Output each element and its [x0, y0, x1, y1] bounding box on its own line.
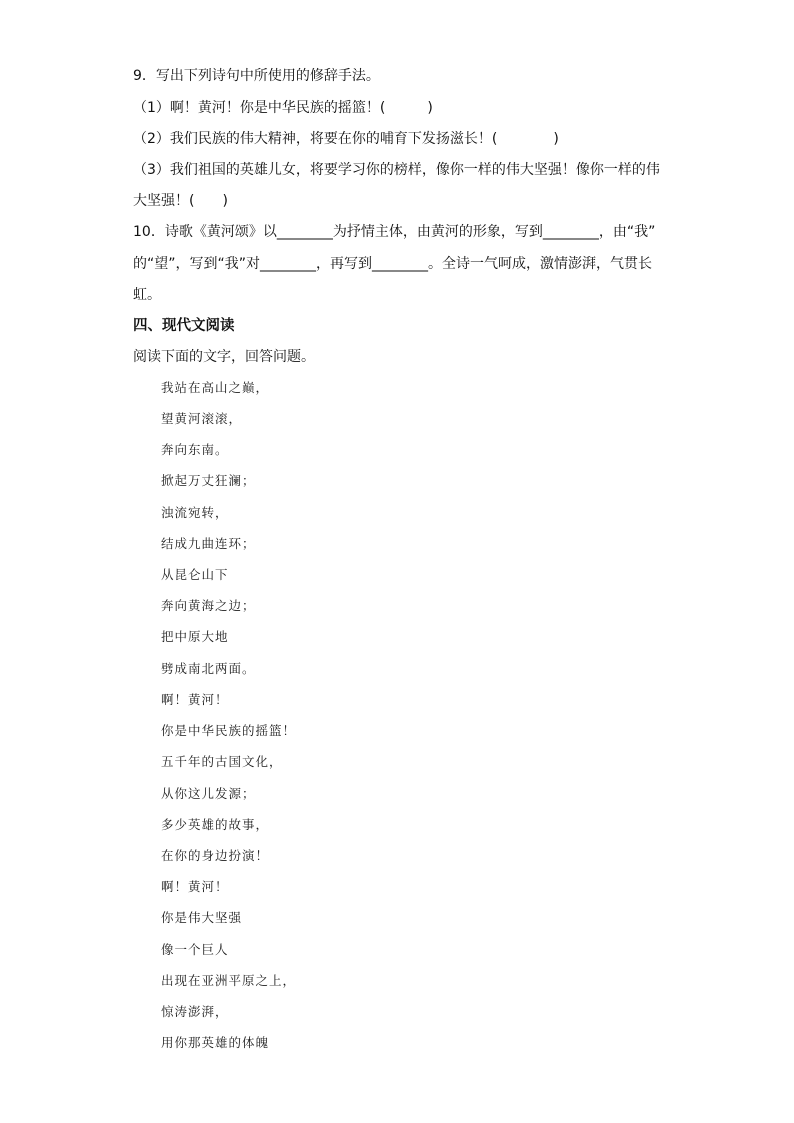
poem-line: 你是伟大坚强 [161, 910, 243, 925]
poem-line: 从你这儿发源； [161, 786, 256, 801]
poem-line: 结成九曲连环； [161, 536, 256, 551]
question-9-item-3-line-1: （3）我们祖国的英雄儿女，将要学习你的榜样，像你一样的伟大坚强！像你一样的伟 [133, 162, 660, 178]
poem-line: 啊！黄河！ [161, 879, 229, 894]
poem-line: 劈成南北两面。 [161, 661, 256, 676]
poem-line: 惊涛澎湃， [161, 1004, 229, 1019]
question-10-line-2: 的“望”，写到“我”对________，再写到________。全诗一气呵成，激情澎湃，气贯长 [133, 256, 653, 272]
question-10-line-3: 虹。 [133, 287, 161, 303]
section-heading: 四、现代文阅读 [133, 318, 235, 334]
question-9-item-3-line-2: 大坚强！( ) [133, 193, 228, 209]
poem-line: 像一个巨人 [161, 942, 229, 957]
poem-line: 多少英雄的故事， [161, 817, 270, 832]
reading-instruction: 阅读下面的文字，回答问题。 [133, 349, 315, 365]
poem-line: 啊！黄河！ [161, 692, 229, 707]
question-9-item-1: （1）啊！黄河！你是中华民族的摇篮！( ) [133, 100, 433, 116]
poem-line: 望黄河滚滚， [161, 411, 243, 426]
poem-line: 把中原大地 [161, 629, 229, 644]
poem-line: 用你那英雄的体魄 [161, 1035, 270, 1050]
poem-line: 奔向东南。 [161, 442, 229, 457]
poem-line: 从昆仑山下 [161, 567, 229, 582]
poem-line: 掀起万丈狂澜； [161, 473, 256, 488]
poem-line: 浊流宛转， [161, 505, 229, 520]
question-9-item-2: （2）我们民族的伟大精神，将要在你的哺育下发扬滋长！( ) [133, 131, 559, 147]
poem-line: 你是中华民族的摇篮！ [161, 723, 297, 738]
poem-line: 奔向黄海之边； [161, 598, 256, 613]
poem-line: 在你的身边扮演！ [161, 848, 270, 863]
question-9-title: 9．写出下列诗句中所使用的修辞手法。 [133, 68, 380, 84]
poem-line: 我站在高山之巅， [161, 380, 270, 395]
poem-line: 五千年的古国文化， [161, 754, 283, 769]
question-10-line-1: 10．诗歌《黄河颂》以________为抒情主体，由黄河的形象，写到________，由“我” [133, 224, 656, 240]
poem-line: 出现在亚洲平原之上， [161, 973, 297, 988]
